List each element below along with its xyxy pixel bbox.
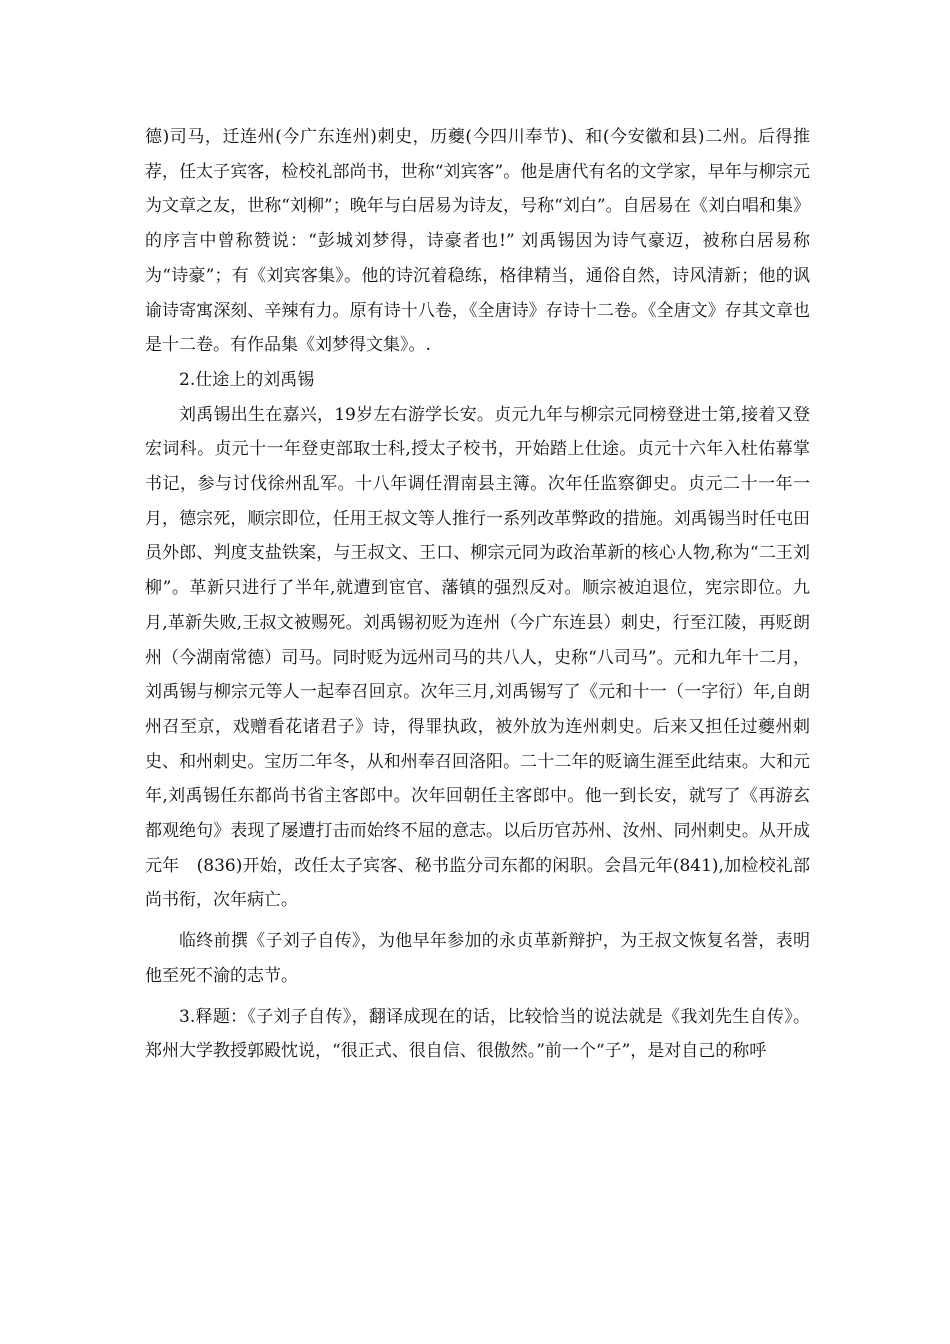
section-2-paragraph-career: 刘禹锡出生在嘉兴，19岁左右游学长安。贞元九年与柳宗元同榜登进士第,接着又登宏词科。贞元十一年登吏部取士科,授太子校书，开始踏上仕途。贞元十六年入杜佑幕掌书记，参与讨伐徐州乱军。十八年调任渭南县主簿。次年任监察御史。贞元二十一年一月，德宗死，顺宗即位，任用王叔文等人推行一系列改革弊政的措施。刘禹锡当时任屯田员外郎、判度支盐铁案，与王叔文、王口、柳宗元同为政治革新的核心人物,称为“二王刘柳”。革新只进行了半年,就遭到宦官、藩镇的强烈反对。顺宗被迫退位，宪宗即位。九月,革新失败,王叔文被赐死。刘禹锡初贬为连州（今广东连县）刺史，行至江陵，再贬朗州（今湖南常德）司马。同时贬为远州司马的共八人，史称“八司马”。元和九年十二月，刘禹锡与柳宗元等人一起奉召回京。次年三月,刘禹锡写了《元和十一（一字衍）年,自朗州召至京，戏赠看花诸君子》诗，得罪执政，被外放为连州刺史。后来又担任过夔州刺史、和州刺史。宝历二年冬，从和州奉召回洛阳。二十二年的贬谪生涯至此结束。大和元年,刘禹锡任东都尚书省主客郎中。次年回朝任主客郎中。他一到长安，就写了《再游玄都观绝句》表现了屡遭打击而始终不屈的意志。以后历官苏州、汝州、同州刺史。从开成元年 (836)开始，改任太子宾客、秘书监分司东都的闲职。会昌元年(841),加检校礼部尚书衔，次年病亡。: [145, 404, 810, 911]
intro-paragraph: 德)司马，迁连州(今广东连州)刺史，历夔(今四川奉节)、和(今安徽和县)二州。后得推荐，任太子宾客，检校礼部尚书，世称“刘宾客”。他是唐代有名的文学家，早年与柳宗元为文章之友，世称“刘柳”；晚年与白居易为诗友，号称“刘白”。自居易在《刘白唱和集》的序言中曾称赞说：“彭城刘梦得，诗豪者也!” 刘禹锡因为诗气豪迈，被称白居易称为“诗豪”；有《刘宾客集》。他的诗沉着稳练，格律精当，通俗自然，诗风清新；他的讽谕诗寄寓深刻、辛辣有力。原有诗十八卷，《全唐诗》存诗十二卷。《全唐文》存其文章也是十二卷。有作品集《刘梦得文集》。.: [145, 127, 810, 356]
section-2-heading: 2.仕途上的刘禹锡: [179, 369, 315, 390]
section-2-paragraph-final-years: 临终前撰《子刘子自传》，为他早年参加的永贞革新辩护，为王叔文恢复名誉，表明他至死不渝的志节。: [145, 931, 810, 986]
section-3-paragraph-title-explanation: 3.释题：《子刘子自传》，翻译成现在的话，比较恰当的说法就是《我刘先生自传》。郑州大学教授郭殿忱说，“很正式、很自信、很傲然。”前一个“子”，是对自己的称呼: [145, 1006, 810, 1062]
document-body: [145, 120, 810, 1069]
